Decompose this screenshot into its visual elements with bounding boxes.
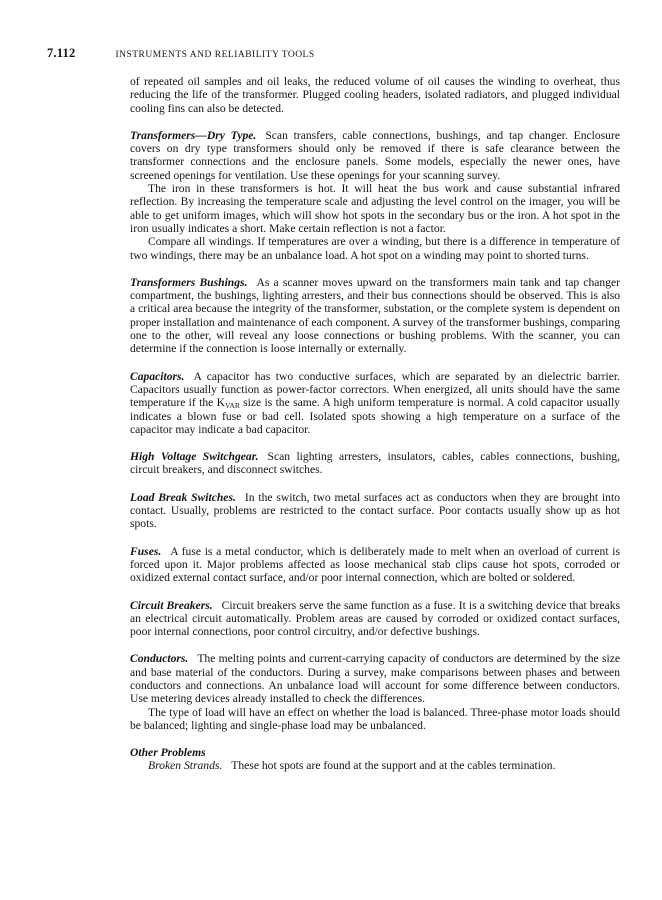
paragraph-heading: Load Break Switches. xyxy=(130,490,236,504)
paragraph: Circuit Breakers. Circuit breakers serve the same function as a fuse. It is a switching device that breaks an electrical circuit automatically. Problem areas are caused by corroded or oxidized contact surfaces, poor internal connections, poor control circuitry, and/or defective bushings. xyxy=(130,598,621,639)
page-header xyxy=(47,46,620,61)
document-body xyxy=(130,75,620,773)
paragraph-heading: Transformers—Dry Type. xyxy=(130,128,257,142)
subscript-text: VAR xyxy=(224,401,240,411)
paragraph: The type of load will have an effect on whether the load is balanced. Three-phase motor loads should be balanced; lighting and single-phase load may be unbalanced. xyxy=(130,705,620,732)
paragraph-heading: Circuit Breakers. xyxy=(130,598,213,612)
paragraph: High Voltage Switchgear. Scan lighting arresters, insulators, cables, cables connections, bushing, circuit breakers, and disconnect switches. xyxy=(130,450,620,477)
paragraph-heading: Conductors. xyxy=(130,652,189,666)
paragraph: Broken Strands. These hot spots are found at the support and at the cables termination. xyxy=(148,759,556,773)
paragraph-heading: Capacitors. xyxy=(130,369,185,383)
paragraph-heading: Fuses. xyxy=(130,544,162,558)
paragraph: The iron in these transformers is hot. It will heat the bus work and cause substantial infrared reflection. By increasing the temperature scale and adjusting the level control on the imager, you will be able to get uniform images, which will show hot spots in the secondary bus or the iron. A hot spot in the iron usually indicates a short. Make certain reflection is not a factor. xyxy=(130,182,620,235)
page-number: 7.112 xyxy=(47,46,76,60)
paragraph: of repeated oil samples and oil leaks, the reduced volume of oil causes the winding to overheat, thus reducing the life of the transformer. Plugged cooling headers, isolated radiators, and plugged individual cooling fins can also be detected. xyxy=(130,75,620,115)
paragraph: Transformers Bushings. As a scanner moves upward on the transformers main tank and tap changer compartment, the bushings, lighting arresters, and their bus connections should be observed. This is also a critical area because the integrity of the transformer, substation, or the complete system is dependent on proper installation and maintenance of each component. A survey of the transformer bushings, comparing one to the other, will reveal any loose connections or bushing problems. With the scanner, you can determine if the connection is loose internally or externally. xyxy=(130,275,620,356)
paragraph: Conductors. The melting points and current-carrying capacity of conductors are determined by the size and base material of the conductors. During a survey, make comparisons between phases and between conductors and connections. An unbalance load will account for some difference between conductors. Use metering devices already installed to check the differences. xyxy=(130,652,620,706)
paragraph-heading: Broken Strands. xyxy=(148,759,223,773)
paragraph: Capacitors. A capacitor has two conductive surfaces, which are separated by an dielectric barrier. Capacitors usually function as power-factor correctors. When energized, all units should have the same temperature if the $K_{VAR}$ size is the same. A high uniform temperature is normal. A cold capacitor usually indicates a blown fuse or bad cell. Isolated spots showing a high temperature on a surface of the capacitor may indicate a bad capacitor. xyxy=(130,369,620,436)
paragraph-heading: Transformers Bushings. xyxy=(130,275,248,289)
running-head: INSTRUMENTS AND RELIABILITY TOOLS xyxy=(115,50,315,60)
paragraph: Load Break Switches. In the switch, two metal surfaces act as conductors when they are brought into contact. Usually, problems are restricted to the contact surface. Poor contacts usually show up as hot spots. xyxy=(130,490,620,531)
paragraph-heading: High Voltage Switchgear. xyxy=(130,450,259,464)
paragraph: Transformers—Dry Type. Scan transfers, cable connections, bushings, and tap changer. Enclosure covers on dry type transformers should only be removed if there is safe clearance between the transformer connections and the enclosure panels. Some models, especially the newer ones, have screened openings for ventilation. Use these openings for your scanning survey. xyxy=(130,128,620,182)
paragraph: Fuses. A fuse is a metal conductor, which is deliberately made to melt when an overload of current is forced upon it. Major problems affected as loose mechanical stab clips cause hot spots, corroded or oxidized external contact surface, and/or poor internal connection, which are bolted or soldered. xyxy=(130,544,620,585)
paragraph: Compare all windings. If temperatures are over a winding, but there is a difference in temperature of two windings, there may be an unbalance load. A hot spot on a winding may point to shorted turns. xyxy=(130,235,620,262)
section-subheading: Other Problems xyxy=(130,746,206,760)
